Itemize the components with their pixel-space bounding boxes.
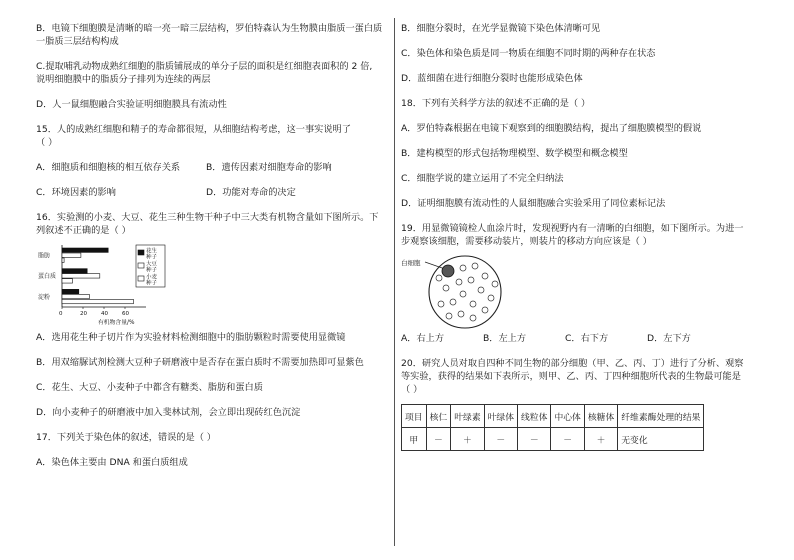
q17-option-d: D．蓝细菌在进行细胞分裂时也能形成染色体 (401, 73, 583, 84)
table-header-cell: 核糖体 (584, 405, 617, 428)
legend-label: 大豆 (146, 261, 158, 268)
bar-脂肪-0 (62, 248, 108, 252)
table-cell: － (551, 428, 584, 451)
bar-脂肪-1 (62, 253, 81, 257)
q16-bar-chart (36, 243, 166, 327)
q17-stem: 17．下列关于染色体的叙述，错误的是（ ） (36, 432, 216, 443)
q17-option-a: A．染色体主要由 DNA 和蛋白质组成 (36, 457, 188, 468)
legend-swatch (138, 250, 144, 255)
left-column (36, 22, 386, 469)
column-divider (394, 18, 395, 546)
microscope-field-figure (401, 254, 521, 330)
x-tick-label: 20 (80, 311, 87, 317)
category-label: 脂肪 (38, 252, 51, 260)
q14-option-c-line1: C.提取哺乳动物成熟红细胞的脂质铺展成的单分子层的面积是红细胞表面积的 2 倍, (36, 61, 373, 72)
table-row (402, 428, 704, 451)
legend-label: 花生 (146, 248, 158, 255)
category-label: 蛋白质 (38, 273, 57, 281)
table-cell: － (518, 428, 551, 451)
q16-stem-line2: 列叙述不正确的是（ ） (36, 225, 131, 236)
q18-option-d: D．证明细胞膜有流动性的人鼠细胞融合实验采用了同位素标记法 (401, 198, 666, 209)
q14-option-d: D．人一鼠细胞融合实验证明细胞膜具有流动性 (36, 99, 227, 110)
bar-淀粉-0 (62, 289, 79, 293)
q15-options-row1 (36, 161, 386, 174)
x-tick-label: 60 (122, 311, 129, 317)
q20-stem-line2: 等实验，获得的结果如下表所示，则甲、乙、丙、丁四种细胞所代表的生物最可能是 (401, 371, 741, 382)
table-cell: ＋ (584, 428, 617, 451)
q18-stem: 18．下列有关科学方法的叙述不正确的是（ ） (401, 98, 591, 109)
bar-蛋白质-1 (62, 274, 100, 278)
q20-stem: 20．研究人员对取自四种不同生物的部分细胞（甲、乙、丙、丁）进行了分析、观察 (401, 358, 744, 369)
q19-option-b: B．左上方 (483, 333, 527, 344)
q19-option-a: A．右上方 (401, 333, 445, 344)
q20-stem-blank: （ ） (401, 384, 423, 395)
q15-options-row2 (36, 186, 386, 199)
q16-option-a: A．选用花生种子切片作为实验材料检测细胞中的脂肪颗粒时需要使用显微镜 (36, 332, 346, 343)
legend-label-line2: 种子 (146, 267, 158, 274)
q19-option-d: D．左下方 (647, 333, 691, 344)
table-header-cell: 线粒体 (518, 405, 551, 428)
table-header-cell: 叶绿体 (484, 405, 517, 428)
table-header-cell: 项目 (402, 405, 427, 428)
q19-options-row (401, 332, 763, 345)
legend-label-line2: 种子 (146, 280, 158, 287)
white-blood-cell (442, 265, 454, 277)
q17-option-c: C．染色体和染色质是同一物质在细胞不同时期的两种存在状态 (401, 48, 656, 59)
bar-淀粉-1 (62, 294, 89, 298)
table-header-cell: 中心体 (551, 405, 584, 428)
table-header-cell: 核仁 (426, 405, 451, 428)
q16-option-b: B．用双缩脲试剂检测大豆种子研磨液中是否存在蛋白质时不需要加热即可显紫色 (36, 357, 364, 368)
q17-option-b: B．细胞分裂时，在光学显微镜下染色体清晰可见 (401, 23, 601, 34)
bar-蛋白质-0 (62, 269, 87, 273)
legend-swatch (138, 263, 144, 268)
q15-option-c: C．环境因素的影响 (36, 187, 116, 198)
x-tick-label: 40 (101, 311, 108, 317)
q14-option-b-line1: B．电镜下细胞膜是清晰的暗一亮一暗三层结构，罗伯特森认为生物膜由脂质一蛋白质 (36, 23, 383, 34)
q15-option-a: A．细胞质和细胞核的相互依存关系 (36, 162, 181, 173)
q19-stem: 19．用显微镜镜检人血涂片时，发现视野内有一清晰的白细胞，如下图所示。为进一 (401, 223, 744, 234)
white-blood-cell-label: 白细胞 (401, 259, 421, 267)
table-cell: － (426, 428, 451, 451)
q16-option-d: D．向小麦种子的研磨液中加入斐林试剂，会立即出现砖红色沉淀 (36, 407, 301, 418)
x-axis-label: 有机物含量/% (98, 320, 135, 326)
table-cell: ＋ (451, 428, 484, 451)
table-header-row (402, 405, 704, 428)
q19-option-c: C．右下方 (565, 333, 609, 344)
q14-option-b-line2: 一脂质三层结构构成 (36, 36, 119, 47)
legend-swatch (138, 276, 144, 281)
legend-label-line2: 种子 (146, 254, 158, 261)
q18-option-a: A．罗伯特森根据在电镜下观察到的细胞膜结构，提出了细胞膜模型的假说 (401, 123, 702, 134)
q15-stem: 15．人的成熟红细胞和精子的寿命都很短，从细胞结构考虑，这一事实说明了 (36, 124, 351, 135)
legend-label: 小麦 (146, 274, 158, 281)
q16-stem: 16．实验测的小麦、大豆、花生三种生物干种子中三大类有机物含量如下图所示。下 (36, 212, 379, 223)
q20-results-table (401, 404, 704, 451)
table-cell: 无变化 (618, 428, 704, 451)
q14-option-c-line2: 说明细胞膜中的脂质分子排列为连续的两层 (36, 74, 211, 85)
q16-chart-svg (36, 243, 166, 327)
table-header-cell: 叶绿素 (451, 405, 484, 428)
right-column (401, 22, 763, 451)
q16-option-c: C．花生、大豆、小麦种子中都含有糖类、脂肪和蛋白质 (36, 382, 263, 393)
q18-option-b: B．建构模型的形式包括物理模型、数学模型和概念模型 (401, 148, 628, 159)
microscope-field-svg (401, 254, 521, 330)
table-cell: － (484, 428, 517, 451)
table-cell: 甲 (402, 428, 427, 451)
table-header-cell: 纤维素酶处理的结果 (618, 405, 704, 428)
x-tick-label: 0 (59, 311, 63, 317)
bar-蛋白质-2 (62, 279, 73, 283)
bar-脂肪-2 (62, 258, 64, 262)
bar-淀粉-2 (62, 299, 133, 303)
q19-stem-line2: 步观察该细胞，需要移动装片，则装片的移动方向应该是（ ） (401, 236, 652, 247)
q15-option-d: D．功能对寿命的决定 (206, 187, 296, 198)
q15-option-b: B．遗传因素对细胞寿命的影响 (206, 162, 332, 173)
q15-stem-blank: （ ） (36, 137, 58, 148)
q18-option-c: C．细胞学说的建立运用了不完全归纳法 (401, 173, 564, 184)
category-label: 淀粉 (38, 293, 51, 301)
